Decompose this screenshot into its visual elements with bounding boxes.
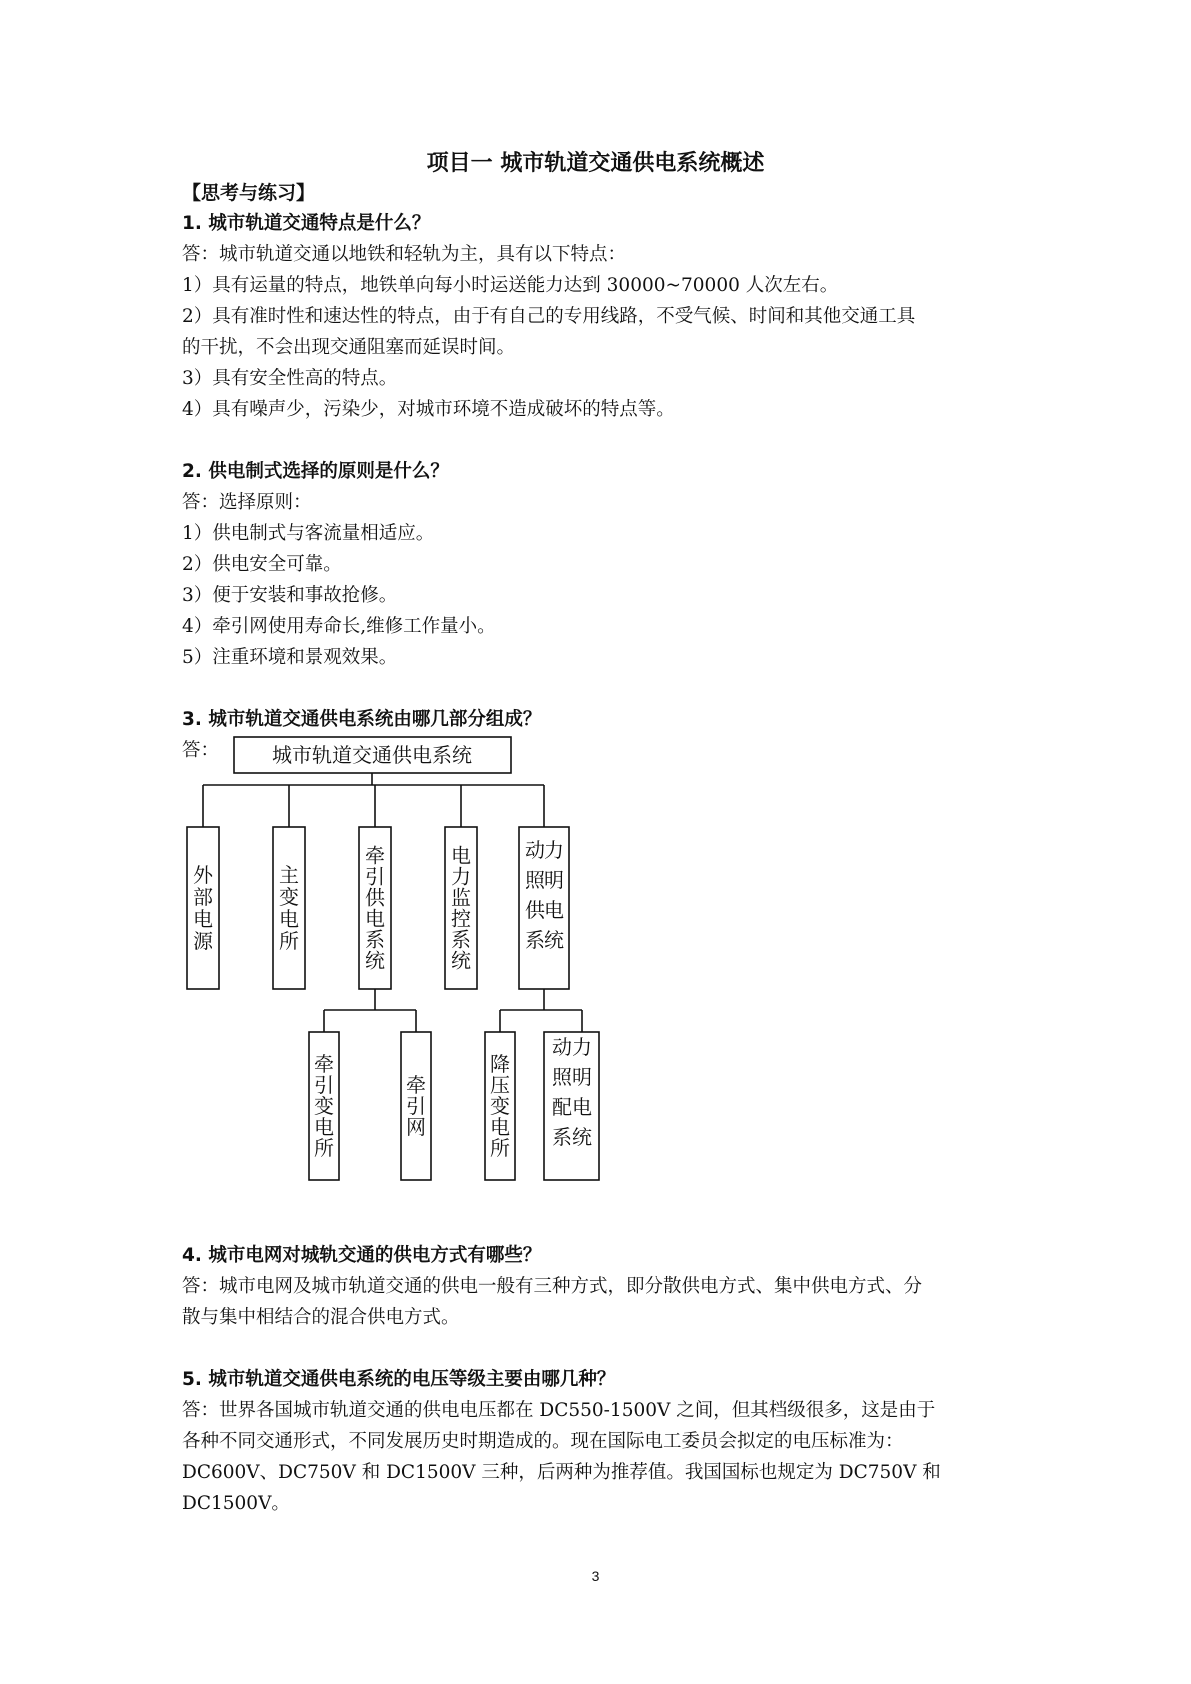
diagram-level2-label: 牵 [314,1052,334,1076]
diagram-level2-label: 所 [314,1136,334,1160]
diagram-level2-label: 电 [314,1115,334,1139]
diagram-level1-label: 系 [451,927,471,952]
diagram-level2-label: 变 [490,1094,510,1118]
diagram-level2-label: 变 [314,1094,334,1118]
diagram-level2-label: 所 [490,1136,510,1160]
answer-line: 的干扰，不会出现交通阻塞而延误时间。 [182,337,516,358]
diagram-level2-label: 网 [406,1115,426,1139]
answer-line: 2）具有准时性和速达性的特点，由于有自己的专用线路，不受气候、时间和其他交通工具 [182,306,916,327]
diagram-level1-label: 明 [544,868,564,892]
section-label: 【思考与练习】 [182,182,316,204]
answer-line: 各种不同交通形式，不同发展历史时期造成的。现在国际电工委员会拟定的电压标准为： [182,1431,904,1452]
diagram-level2-label: 统 [572,1125,592,1149]
diagram-level1-label: 统 [451,948,471,973]
answer-prefix: 答： [182,740,220,761]
diagram-level1-label: 监 [451,885,471,910]
diagram-level2-label: 牵 [406,1073,426,1097]
org-chart [182,735,642,1240]
answer-line: 答：世界各国城市轨道交通的供电电压都在 DC550-1500V 之间，但其档级很多，这是由于 [182,1400,936,1421]
diagram-level1-label: 电 [365,906,385,931]
diagram-level1-label: 系 [525,928,545,952]
diagram-level1-label: 部 [193,885,213,909]
document-title: 项目一 城市轨道交通供电系统概述 [426,151,765,176]
answer-line: 1）具有运量的特点，地铁单向每小时运送能力达到 30000~70000 人次左右。 [182,275,839,296]
question-3: 3. 城市轨道交通供电系统由哪几部分组成？ [182,709,542,730]
diagram-level2-label: 引 [406,1094,426,1118]
diagram-level2-label: 配 [552,1095,572,1119]
answer-line: 3）便于安装和事故抢修。 [182,585,398,606]
question-2: 2. 供电制式选择的原则是什么？ [182,461,449,482]
answer-line: 1）供电制式与客流量相适应。 [182,523,435,544]
diagram-level1-label: 照 [525,868,545,892]
diagram-level1-label: 电 [544,898,564,922]
diagram-root-label: 城市轨道交通供电系统 [272,743,472,767]
diagram-level1-label: 动 [525,838,545,862]
question-5: 5. 城市轨道交通供电系统的电压等级主要由哪几种？ [182,1369,616,1390]
answer-line: 2）供电安全可靠。 [182,554,342,575]
diagram-level2-label: 降 [490,1052,510,1076]
diagram-level1-label: 系 [365,927,385,952]
diagram-level1-label: 力 [544,838,564,862]
page-number: 3 [591,1568,600,1584]
answer-line: 4）具有噪声少，污染少，对城市环境不造成破坏的特点等。 [182,399,675,420]
diagram-level1-label: 统 [365,948,385,973]
diagram-level1-label: 供 [365,885,385,910]
question-1: 1. 城市轨道交通特点是什么？ [182,213,431,234]
diagram-level2-label: 力 [572,1035,592,1059]
answer-line: 5）注重环境和景观效果。 [182,647,398,668]
diagram-level2-label: 引 [314,1073,334,1097]
diagram-level1-label: 外 [193,863,213,887]
diagram-level1-label: 电 [279,907,299,931]
diagram-level1-label: 主 [279,863,299,887]
answer-line: 答：城市轨道交通以地铁和轻轨为主，具有以下特点： [182,244,627,265]
diagram-level2-label: 照 [552,1065,572,1089]
diagram-level1-label: 供 [525,898,545,922]
diagram-level2-label: 电 [490,1115,510,1139]
diagram-level1-label: 统 [544,928,564,952]
diagram-level1-label: 电 [193,907,213,931]
diagram-level2-label: 明 [572,1065,592,1089]
diagram-level2-label: 动 [552,1035,572,1059]
diagram-level1-label: 所 [279,929,299,953]
diagram-level1-label: 电 [451,843,471,868]
power-system-diagram [182,735,1022,1240]
answer-line: 4）牵引网使用寿命长,维修工作量小。 [182,616,496,637]
diagram-level1-label: 牵 [365,843,385,868]
document-body [182,178,1022,1519]
question-4: 4. 城市电网对城轨交通的供电方式有哪些？ [182,1245,542,1266]
answer-line: 散与集中相结合的混合供电方式。 [182,1307,460,1328]
diagram-level1-label: 变 [279,885,299,909]
diagram-level1-label: 力 [451,864,471,889]
diagram-level2-label: 电 [572,1095,592,1119]
diagram-level1-label: 引 [365,864,385,889]
answer-line: 答：城市电网及城市轨道交通的供电一般有三种方式，即分散供电方式、集中供电方式、分 [182,1276,923,1297]
diagram-level1-label: 源 [193,929,213,953]
answer-line: 答：选择原则： [182,492,312,513]
answer-line: DC600V、DC750V 和 DC1500V 三种，后两种为推荐值。我国国标也规定为 DC750V 和 DC1500V。 [182,1462,941,1514]
answer-line: 3）具有安全性高的特点。 [182,368,398,389]
diagram-level1-label: 控 [451,906,471,931]
diagram-level2-label: 系 [552,1125,572,1149]
diagram-level2-label: 压 [490,1073,510,1097]
